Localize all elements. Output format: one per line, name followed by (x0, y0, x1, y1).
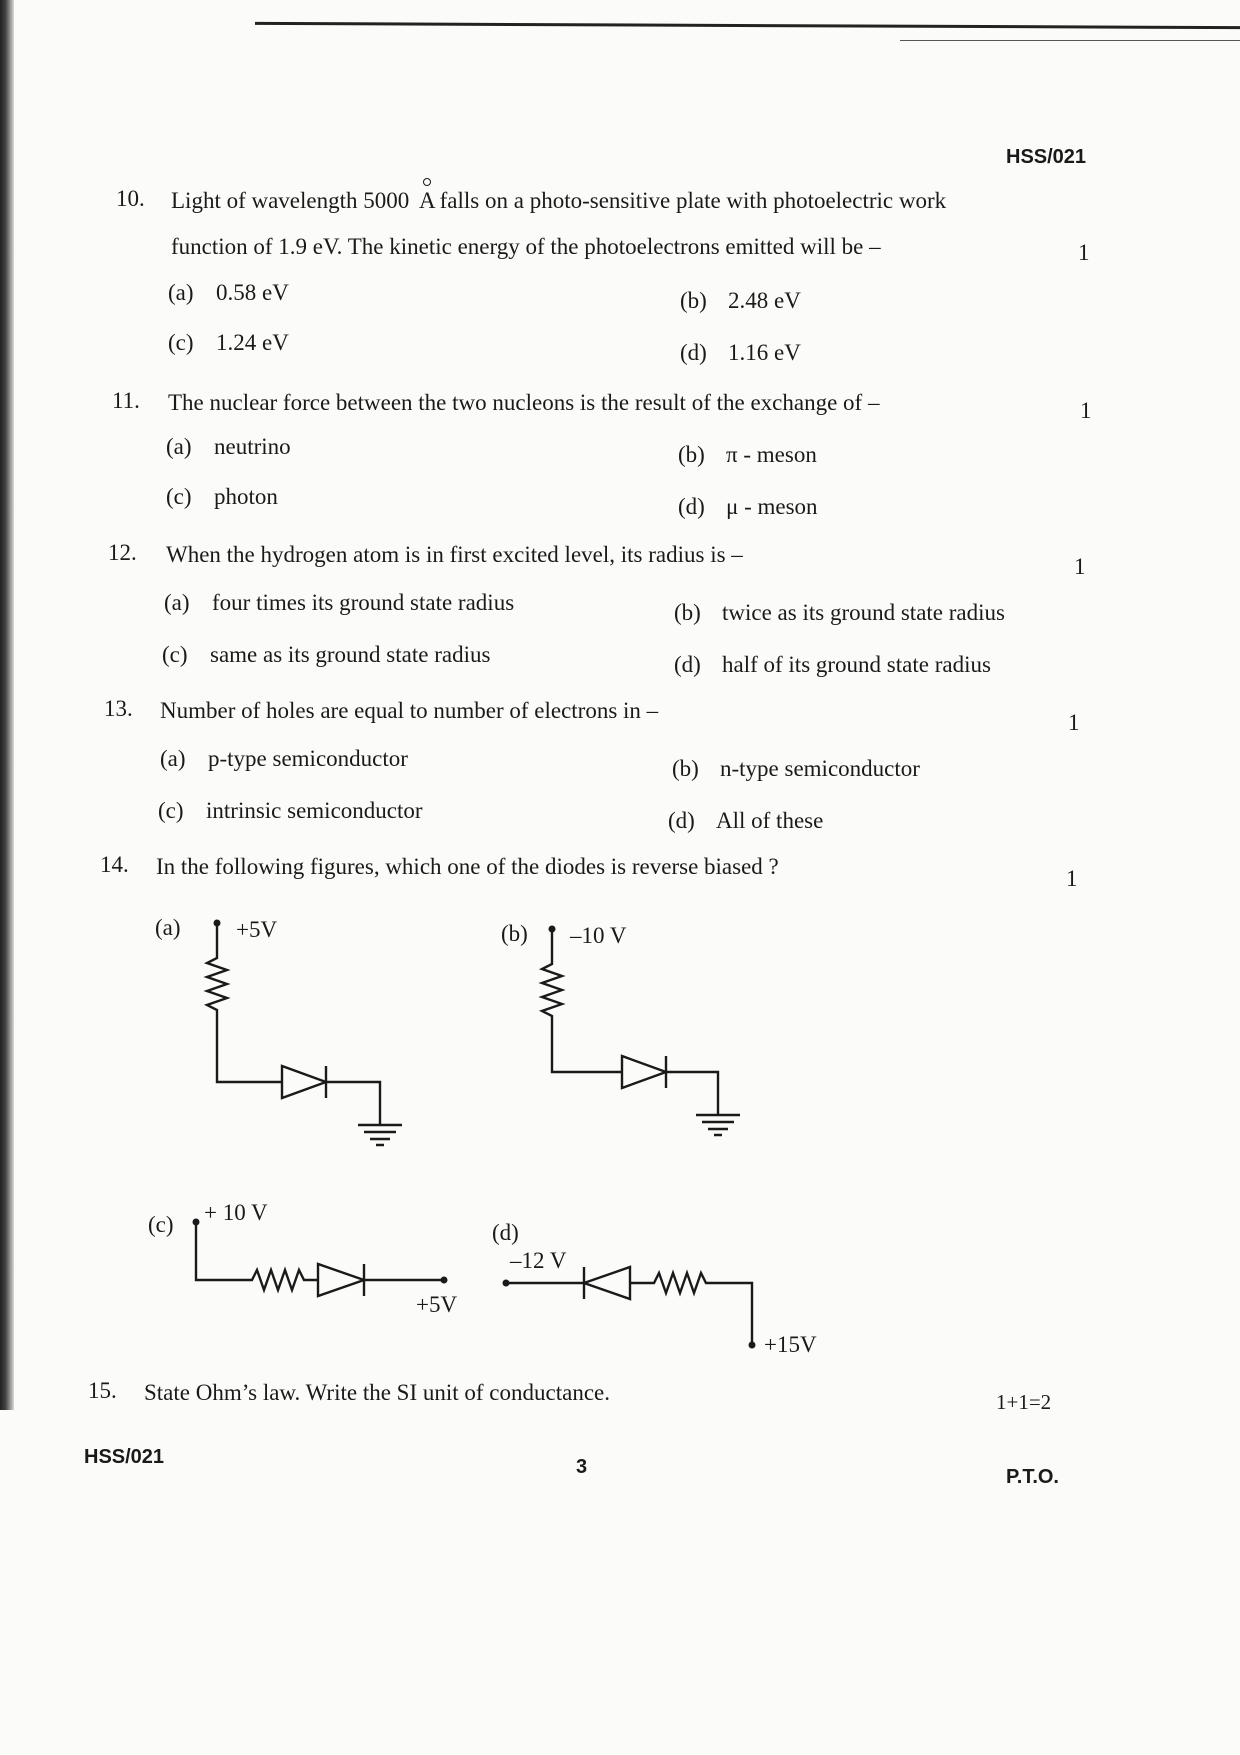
question-number: 10. (116, 186, 145, 211)
resistor-wire-d (630, 1273, 752, 1345)
question-text: In the following figures, which one of the diodes is reverse biased ? (156, 854, 779, 879)
option-label: (c) (168, 330, 194, 355)
diode-a (282, 1066, 326, 1098)
marks: 1 (1080, 398, 1092, 423)
resistor-wire-c (196, 1222, 318, 1290)
diode-wire-b (666, 1056, 718, 1115)
question-number: 11. (112, 388, 140, 413)
voltage-label-b: –10 V (570, 923, 627, 948)
option-label: (b) (680, 288, 707, 313)
option-label: (c) (158, 798, 184, 823)
option-text: π - meson (726, 442, 817, 467)
question-text-part: Light of wavelength 5000 (171, 188, 410, 213)
figure-label-b: (b) (501, 921, 528, 946)
option-label: (d) (678, 494, 705, 519)
diode-c (318, 1264, 364, 1296)
ground-symbol-b (696, 1115, 740, 1135)
circuit-c (148, 1200, 457, 1317)
option-label: (b) (674, 600, 701, 625)
question-number: 13. (104, 696, 133, 721)
option-label: (c) (166, 484, 192, 509)
voltage-label-a: +5V (236, 917, 278, 942)
option-label: (a) (164, 590, 190, 615)
option-label: (b) (672, 756, 699, 781)
ground-symbol-a (358, 1125, 402, 1145)
option-text: 1.24 eV (216, 330, 289, 355)
question-text: Number of holes are equal to number of electrons in – (160, 698, 659, 723)
figure-label-d: (d) (492, 1220, 519, 1245)
option-text: intrinsic semiconductor (206, 798, 423, 823)
resistor-wire-a (207, 923, 282, 1082)
figure-label-c: (c) (148, 1212, 174, 1237)
footer-code: HSS/021 (84, 1446, 165, 1468)
resistor-wire-b (542, 929, 622, 1072)
circuit-b (501, 921, 740, 1135)
option-label: (b) (678, 442, 705, 467)
option-text: 1.16 eV (728, 340, 801, 365)
option-label: (c) (162, 642, 188, 667)
question-text-line2: function of 1.9 eV. The kinetic energy of the photoelectrons emitted will be – (171, 234, 881, 259)
question-text: The nuclear force between the two nucleons is the result of the exchange of – (168, 390, 880, 415)
option-text: four times its ground state radius (212, 590, 515, 615)
question-number: 15. (88, 1378, 117, 1403)
marks: 1+1=2 (996, 1390, 1052, 1414)
terminal-dot (749, 1342, 756, 1349)
marks: 1 (1074, 554, 1086, 579)
option-text: μ - meson (726, 494, 818, 519)
option-text: 2.48 eV (728, 288, 801, 313)
terminal-dot (441, 1277, 448, 1284)
angstrom-symbol: A (419, 186, 436, 216)
voltage-label-c: + 10 V (204, 1200, 268, 1225)
question-number: 12. (108, 540, 137, 565)
option-label: (d) (680, 340, 707, 365)
end-voltage-label-d: +15V (764, 1332, 817, 1357)
page-number: 3 (576, 1456, 588, 1478)
question-text-part: falls on a photo-sensitive plate with photoelectric work (439, 188, 947, 213)
question-text: State Ohm’s law. Write the SI unit of conductance. (144, 1380, 610, 1405)
option-label: (a) (168, 280, 194, 305)
option-text: neutrino (214, 434, 291, 459)
circuit-a (155, 915, 402, 1145)
option-text: same as its ground state radius (210, 642, 491, 667)
option-text: n-type semiconductor (720, 756, 920, 781)
option-label: (a) (160, 746, 186, 771)
option-text: 0.58 eV (216, 280, 289, 305)
option-label: (a) (166, 434, 192, 459)
diode-d (584, 1267, 630, 1299)
diode-wire-a (326, 1066, 380, 1125)
diode-b (622, 1056, 666, 1088)
header-code: HSS/021 (1006, 146, 1087, 168)
marks: 1 (1068, 710, 1080, 735)
option-text: twice as its ground state radius (722, 600, 1005, 625)
circuit-d (492, 1220, 817, 1357)
option-label: (d) (674, 652, 701, 677)
option-label: (d) (668, 808, 695, 833)
figure-label-a: (a) (155, 915, 181, 940)
end-voltage-label-c: +5V (416, 1292, 458, 1317)
question-text: When the hydrogen atom is in first excited level, its radius is – (166, 542, 743, 567)
question-number: 14. (100, 852, 129, 877)
marks: 1 (1066, 866, 1078, 891)
pto-label: P.T.O. (1006, 1466, 1059, 1488)
option-text: All of these (716, 808, 824, 833)
option-text: photon (214, 484, 278, 509)
option-text: half of its ground state radius (722, 652, 991, 677)
marks: 1 (1078, 240, 1090, 265)
option-text: p-type semiconductor (208, 746, 408, 771)
voltage-label-d: –12 V (510, 1248, 567, 1273)
